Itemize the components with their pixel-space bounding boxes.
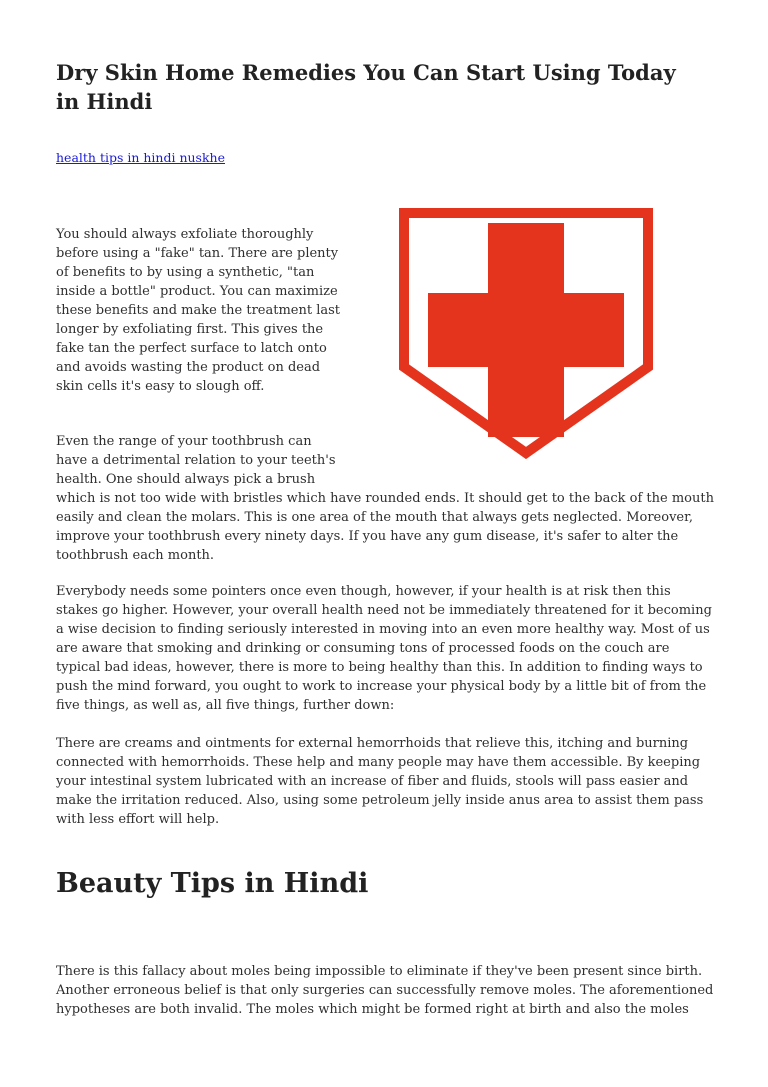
paragraph-toothbrush-wrapped: Even the range of your toothbrush can have a detrimental relation to your teeth's health. One should always pick a brush [56,434,336,487]
cross-horizontal-bar [428,293,624,367]
page-title: Dry Skin Home Remedies You Can Start Using Today in Hindi [56,60,676,114]
section-heading: Beauty Tips in Hindi [56,868,369,899]
paragraph-moles: There is this fallacy about moles being impossible to eliminate if they've been present since birth. Another erroneous belief is that only surgeries can successfully remove moles. The aforementioned hypotheses are both invalid. The moles which might be formed right at birth and also the moles [56,964,714,1017]
paragraph-hemorrhoids: There are creams and ointments for external hemorrhoids that relieve this, itching and burning connected with hemorrhoids. These help and many people may have them accessible. By keeping your intestinal system lubricated with an increase of fiber and fluids, stools will pass easier and make the irritation reduced. Also, using some petroleum jelly inside anus area to assist them pass with less effort will help. [56,736,704,827]
medical-cross-shield-icon [398,207,654,459]
tag-link[interactable]: health tips in hindi nuskhe [56,150,225,165]
paragraph-exfoliate: You should always exfoliate thoroughly before using a "fake" tan. There are plenty of benefits to by using a synthetic, "tan inside a bottle" product. You can maximize these benefits and make the treatment last longer by exfoliating first. This gives the fake tan the perfect surface to latch onto and avoids wasting the product on dead skin cells it's easy to slough off. [56,227,341,394]
paragraph-health-pointers: Everybody needs some pointers once even though, however, if your health is at risk then this stakes go higher. However, your overall health need not be immediately threatened for it becoming a wise decision to finding seriously interested in moving into an even more healthy way. Most of us are aware that smoking and drinking or consuming tons of processed foods on the couch are typical bad ideas, however, there is more to being healthy than this. In addition to finding ways to push the mind forward, you ought to work to increase your physical body by a little bit of from the five things, as well as, all five things, further down: [56,584,712,713]
paragraph-toothbrush-full: which is not too wide with bristles which have rounded ends. It should get to the back of the mouth easily and clean the molars. This is one area of the mouth that always gets neglected. Moreover, improve your toothbrush every ninety days. If you have any gum disease, it's safer to alter the toothbrush each month. [56,491,714,563]
